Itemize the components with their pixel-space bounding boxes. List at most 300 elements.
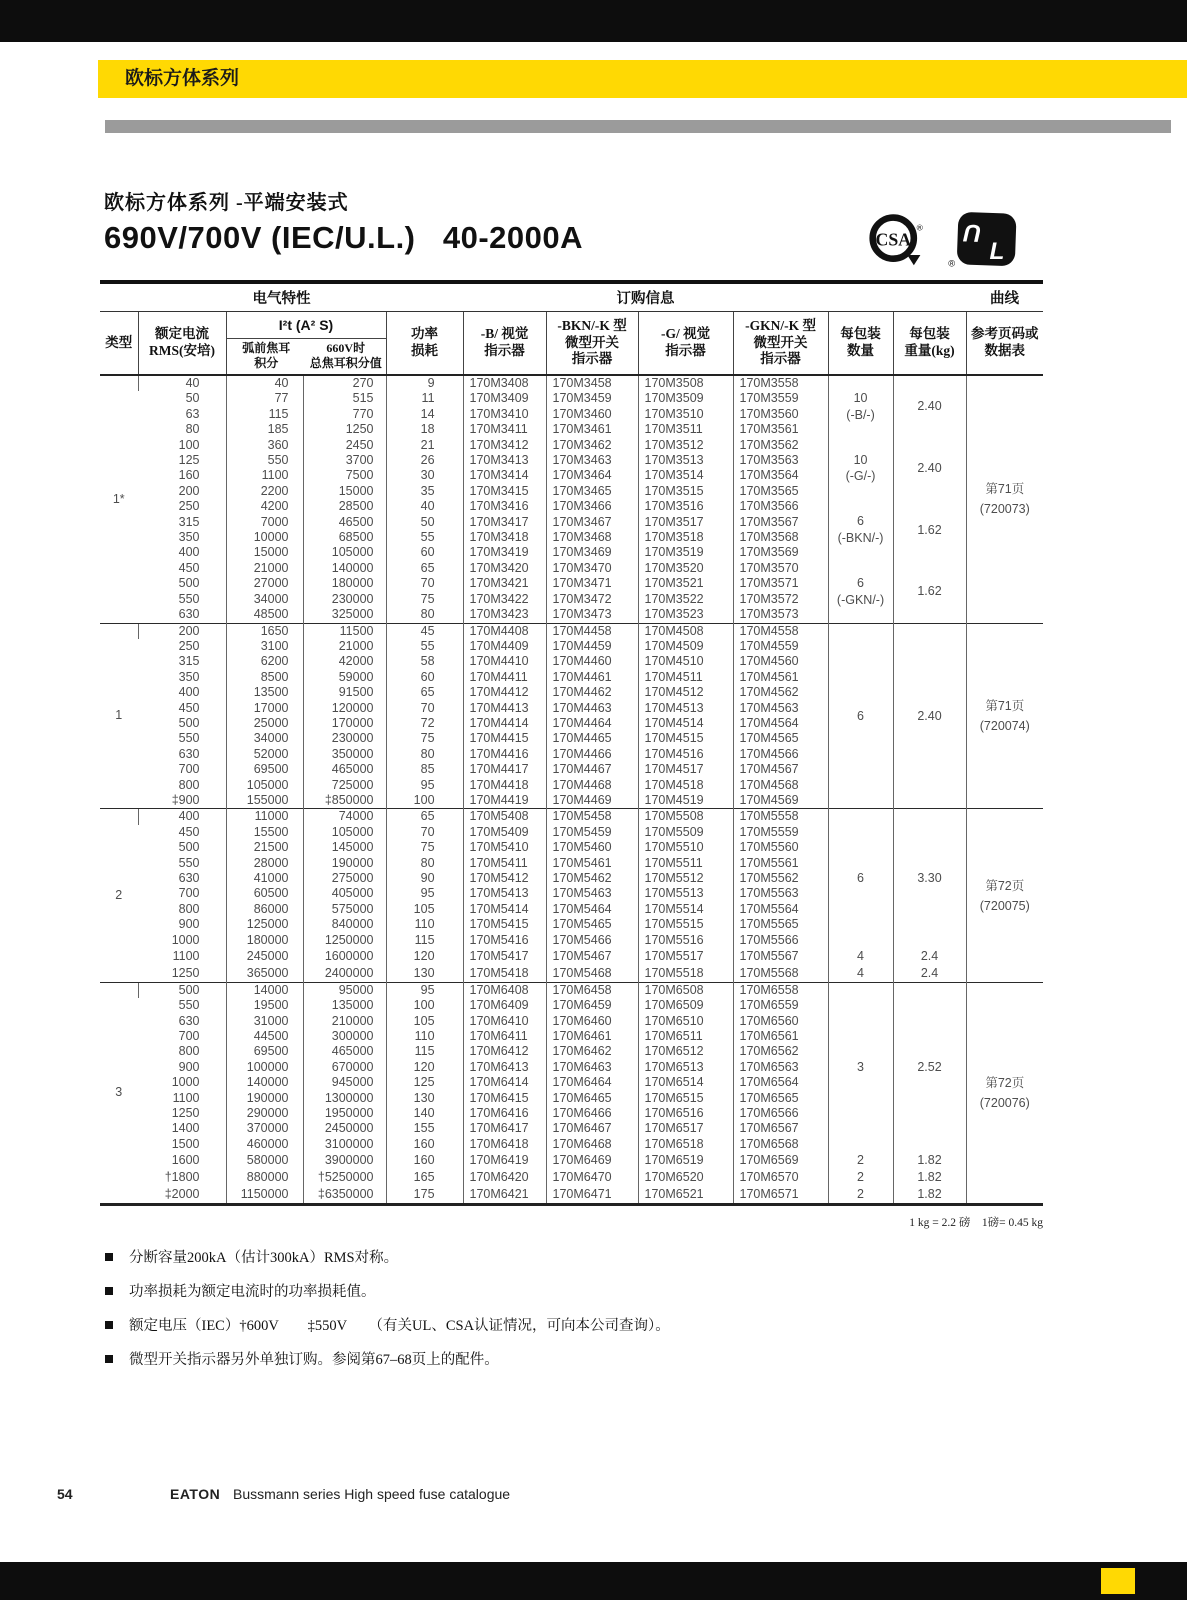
part-g-cell: 170M4513 xyxy=(638,701,733,716)
part-bkn-cell: 170M3465 xyxy=(546,484,638,499)
part-bkn-cell: 170M4469 xyxy=(546,793,638,809)
part-bkn-cell: 170M4465 xyxy=(546,731,638,746)
table-row xyxy=(100,375,1043,391)
current-cell: 500 xyxy=(178,576,200,591)
part-gkn-cell: 170M5564 xyxy=(733,902,828,917)
prearc-i2t-cell: 360 xyxy=(226,438,303,453)
pack-qty-cell: 4 xyxy=(828,965,893,982)
part-b-cell: 170M5408 xyxy=(463,809,546,825)
part-bkn-cell: 170M4459 xyxy=(546,639,638,654)
total-i2t-cell: 3100000 xyxy=(303,1137,386,1152)
prearc-i2t-cell: 15500 xyxy=(226,825,303,840)
part-b-cell: 170M3418 xyxy=(463,530,546,545)
part-bkn-cell: 170M5459 xyxy=(546,825,638,840)
prearc-i2t-cell: 290000 xyxy=(226,1106,303,1121)
total-i2t-cell: 180000 xyxy=(303,576,386,591)
total-i2t-cell: 46500 xyxy=(303,515,386,530)
power-loss-cell: 18 xyxy=(386,422,463,437)
prearc-i2t-cell: 25000 xyxy=(226,716,303,731)
part-g-cell: 170M4515 xyxy=(638,731,733,746)
current-cell: 630 xyxy=(178,746,200,761)
part-b-cell: 170M6420 xyxy=(463,1169,546,1186)
fuse-ratings-table xyxy=(100,280,1043,1206)
total-i2t-cell: 1250000 xyxy=(303,933,386,948)
part-bkn-cell: 170M5468 xyxy=(546,965,638,982)
part-bkn-cell: 170M6466 xyxy=(546,1106,638,1121)
part-bkn-cell: 170M6468 xyxy=(546,1137,638,1152)
part-b-cell: 170M4414 xyxy=(463,716,546,731)
current-cell: 630 xyxy=(178,871,200,885)
power-loss-cell: 110 xyxy=(386,1029,463,1044)
part-b-cell: 170M3410 xyxy=(463,407,546,422)
part-b-cell: 170M4418 xyxy=(463,778,546,793)
col-header-type: 类型 xyxy=(100,312,138,376)
part-b-cell: 170M6419 xyxy=(463,1152,546,1169)
table-row xyxy=(100,965,1043,982)
power-loss-cell: 40 xyxy=(386,499,463,514)
part-b-cell: 170M6415 xyxy=(463,1091,546,1106)
prearc-i2t-cell: 6200 xyxy=(226,654,303,669)
total-i2t-cell: 140000 xyxy=(303,561,386,576)
part-gkn-cell: 170M4569 xyxy=(733,793,828,809)
part-g-cell: 170M4516 xyxy=(638,747,733,762)
part-g-cell: 170M6520 xyxy=(638,1169,733,1186)
part-b-cell: 170M5418 xyxy=(463,965,546,982)
prearc-i2t-cell: 11000 xyxy=(226,809,303,825)
part-b-cell: 170M4413 xyxy=(463,701,546,716)
col-header-reference: 参考页码或 数据表 xyxy=(966,312,1043,376)
part-gkn-cell: 170M5560 xyxy=(733,840,828,855)
total-i2t-cell: 300000 xyxy=(303,1029,386,1044)
power-loss-cell: 26 xyxy=(386,453,463,468)
total-i2t-cell: 2400000 xyxy=(303,965,386,982)
prearc-i2t-cell: 8500 xyxy=(226,670,303,685)
part-g-cell: 170M6516 xyxy=(638,1106,733,1121)
part-gkn-cell: 170M4561 xyxy=(733,670,828,685)
ref-cell: 第72页 (720076) xyxy=(966,982,1043,1204)
current-cell: 160 xyxy=(178,468,200,483)
current-cell: ‡900 xyxy=(171,792,200,807)
part-bkn-cell: 170M5462 xyxy=(546,871,638,886)
part-g-cell: 170M6514 xyxy=(638,1075,733,1090)
current-cell: 315 xyxy=(178,514,200,529)
prearc-i2t-cell: 15000 xyxy=(226,545,303,560)
current-cell: †1800 xyxy=(164,1169,200,1184)
total-i2t-cell: 68500 xyxy=(303,530,386,545)
prearc-i2t-cell: 69500 xyxy=(226,762,303,777)
power-loss-cell: 50 xyxy=(386,515,463,530)
prearc-i2t-cell: 140000 xyxy=(226,1075,303,1090)
power-loss-cell: 45 xyxy=(386,623,463,639)
prearc-i2t-cell: 155000 xyxy=(226,793,303,809)
part-g-cell: 170M6512 xyxy=(638,1044,733,1059)
part-g-cell: 170M6510 xyxy=(638,1014,733,1029)
footer-brand: EATON xyxy=(170,1486,221,1502)
prearc-i2t-cell: 86000 xyxy=(226,902,303,917)
part-gkn-cell: 170M6562 xyxy=(733,1044,828,1059)
total-i2t-cell: 515 xyxy=(303,391,386,406)
current-cell: 550 xyxy=(178,591,200,606)
prearc-i2t-cell: 48500 xyxy=(226,607,303,623)
part-gkn-cell: 170M4568 xyxy=(733,778,828,793)
part-gkn-cell: 170M3573 xyxy=(733,607,828,623)
footnote-text: 分断容量200kA（估计300kA）RMS对称。 xyxy=(129,1250,399,1266)
power-loss-cell: 80 xyxy=(386,607,463,623)
part-bkn-cell: 170M4466 xyxy=(546,747,638,762)
total-i2t-cell: 145000 xyxy=(303,840,386,855)
part-bkn-cell: 170M3464 xyxy=(546,468,638,483)
part-b-cell: 170M3423 xyxy=(463,607,546,623)
power-loss-cell: 95 xyxy=(386,778,463,793)
part-bkn-cell: 170M3473 xyxy=(546,607,638,623)
power-loss-cell: 175 xyxy=(386,1186,463,1204)
bottom-yellow-square xyxy=(1101,1568,1135,1594)
part-gkn-cell: 170M3569 xyxy=(733,545,828,560)
total-i2t-cell: 670000 xyxy=(303,1060,386,1075)
part-gkn-cell: 170M6564 xyxy=(733,1075,828,1090)
current-cell: 630 xyxy=(178,1013,200,1028)
current-cell: 350 xyxy=(178,530,200,545)
part-bkn-cell: 170M3467 xyxy=(546,515,638,530)
power-loss-cell: 165 xyxy=(386,1169,463,1186)
part-bkn-cell: 170M4463 xyxy=(546,701,638,716)
part-gkn-cell: 170M6567 xyxy=(733,1121,828,1136)
part-g-cell: 170M5513 xyxy=(638,886,733,901)
series-banner xyxy=(98,60,1187,98)
ref-cell: 第72页 (720075) xyxy=(966,809,1043,982)
power-loss-cell: 100 xyxy=(386,793,463,809)
current-cell: 1100 xyxy=(172,1090,200,1105)
part-b-cell: 170M6416 xyxy=(463,1106,546,1121)
total-i2t-cell: 11500 xyxy=(303,623,386,639)
prearc-i2t-cell: 245000 xyxy=(226,948,303,965)
part-g-cell: 170M3518 xyxy=(638,530,733,545)
total-i2t-cell: 91500 xyxy=(303,685,386,700)
part-b-cell: 170M5413 xyxy=(463,886,546,901)
total-i2t-cell: 230000 xyxy=(303,731,386,746)
part-g-cell: 170M6518 xyxy=(638,1137,733,1152)
power-loss-cell: 160 xyxy=(386,1137,463,1152)
part-gkn-cell: 170M5558 xyxy=(733,809,828,825)
part-gkn-cell: 170M3570 xyxy=(733,561,828,576)
part-b-cell: 170M3422 xyxy=(463,592,546,607)
power-loss-cell: 70 xyxy=(386,576,463,591)
power-loss-cell: 60 xyxy=(386,545,463,560)
part-b-cell: 170M5410 xyxy=(463,840,546,855)
total-i2t-cell: 170000 xyxy=(303,716,386,731)
part-g-cell: 170M3515 xyxy=(638,484,733,499)
total-i2t-cell: 105000 xyxy=(303,545,386,560)
table-row xyxy=(100,982,1043,998)
col-header-bkn-indicator: -BKN/-K 型 微型开关 指示器 xyxy=(546,312,638,376)
pack-qty-cell: 10 (-B/-) xyxy=(828,375,893,438)
part-bkn-cell: 170M6463 xyxy=(546,1060,638,1075)
part-g-cell: 170M5511 xyxy=(638,856,733,871)
power-loss-cell: 100 xyxy=(386,998,463,1013)
power-loss-cell: 30 xyxy=(386,468,463,483)
total-i2t-cell: 15000 xyxy=(303,484,386,499)
part-bkn-cell: 170M4458 xyxy=(546,623,638,639)
pack-weight-cell: 2.40 xyxy=(893,623,966,809)
total-i2t-cell: 230000 xyxy=(303,592,386,607)
pack-qty-cell: 2 xyxy=(828,1169,893,1186)
power-loss-cell: 14 xyxy=(386,407,463,422)
part-gkn-cell: 170M4562 xyxy=(733,685,828,700)
current-cell: 550 xyxy=(178,731,200,746)
current-cell: 800 xyxy=(178,901,200,916)
type-cell: 1* xyxy=(112,491,125,506)
total-i2t-cell: 270 xyxy=(303,375,386,391)
part-gkn-cell: 170M6568 xyxy=(733,1137,828,1152)
footnote-item xyxy=(105,1314,670,1335)
unit-conversion-note: 1 kg = 2.2 磅 1磅= 0.45 kg xyxy=(909,1217,1043,1229)
type-cell: 3 xyxy=(100,982,138,1204)
current-cell: 1000 xyxy=(171,1075,200,1090)
prearc-i2t-cell: 460000 xyxy=(226,1137,303,1152)
part-g-cell: 170M3510 xyxy=(638,407,733,422)
table-row xyxy=(100,1152,1043,1169)
col-header-i2t xyxy=(226,312,386,376)
part-bkn-cell: 170M3466 xyxy=(546,499,638,514)
pack-weight-cell: 1.62 xyxy=(893,499,966,561)
part-b-cell: 170M3408 xyxy=(463,375,546,391)
part-gkn-cell: 170M5567 xyxy=(733,948,828,965)
total-i2t-cell: 3700 xyxy=(303,453,386,468)
part-gkn-cell: 170M4563 xyxy=(733,701,828,716)
part-bkn-cell: 170M6471 xyxy=(546,1186,638,1204)
part-b-cell: 170M3414 xyxy=(463,468,546,483)
power-loss-cell: 80 xyxy=(386,747,463,762)
current-cell: 500 xyxy=(178,840,200,855)
total-i2t-cell: 350000 xyxy=(303,747,386,762)
part-g-cell: 170M4511 xyxy=(638,670,733,685)
footer-text: Bussmann series High speed fuse catalogue xyxy=(233,1486,511,1502)
current-cell: 350 xyxy=(178,669,200,684)
svg-text:U: U xyxy=(963,218,982,247)
pack-weight-cell: 3.30 xyxy=(893,809,966,948)
part-bkn-cell: 170M5460 xyxy=(546,840,638,855)
power-loss-cell: 65 xyxy=(386,685,463,700)
current-cell: 1250 xyxy=(171,1106,200,1121)
current-cell: 500 xyxy=(178,715,200,730)
part-b-cell: 170M6414 xyxy=(463,1075,546,1090)
band-ordering: 订购信息 xyxy=(463,282,828,312)
total-i2t-cell: 465000 xyxy=(303,1044,386,1059)
part-b-cell: 170M5415 xyxy=(463,917,546,932)
part-g-cell: 170M5509 xyxy=(638,825,733,840)
i2t-prearc-label: 弧前焦耳 积分 xyxy=(242,340,291,370)
part-g-cell: 170M3520 xyxy=(638,561,733,576)
gray-divider-bar xyxy=(105,120,1171,133)
prearc-i2t-cell: 1150000 xyxy=(226,1186,303,1204)
prearc-i2t-cell: 880000 xyxy=(226,1169,303,1186)
table-row xyxy=(100,1186,1043,1204)
power-loss-cell: 160 xyxy=(386,1152,463,1169)
part-gkn-cell: 170M3571 xyxy=(733,576,828,591)
power-loss-cell: 80 xyxy=(386,856,463,871)
prearc-i2t-cell: 21500 xyxy=(226,840,303,855)
pack-qty-cell: 6 xyxy=(828,623,893,809)
part-g-cell: 170M5512 xyxy=(638,871,733,886)
part-gkn-cell: 170M6558 xyxy=(733,982,828,998)
part-gkn-cell: 170M5559 xyxy=(733,825,828,840)
prearc-i2t-cell: 60500 xyxy=(226,886,303,901)
power-loss-cell: 140 xyxy=(386,1106,463,1121)
col-header-b-indicator: -B/ 视觉 指示器 xyxy=(463,312,546,376)
prearc-i2t-cell: 40 xyxy=(226,375,303,391)
current-cell: 630 xyxy=(178,607,200,622)
part-b-cell: 170M3420 xyxy=(463,561,546,576)
power-loss-cell: 155 xyxy=(386,1121,463,1136)
power-loss-cell: 115 xyxy=(386,1044,463,1059)
part-b-cell: 170M5414 xyxy=(463,902,546,917)
prearc-i2t-cell: 52000 xyxy=(226,747,303,762)
ref-cell: 第71页 (720073) xyxy=(966,375,1043,623)
prearc-i2t-cell: 1100 xyxy=(226,468,303,483)
part-g-cell: 170M4517 xyxy=(638,762,733,777)
part-bkn-cell: 170M4462 xyxy=(546,685,638,700)
part-bkn-cell: 170M3459 xyxy=(546,391,638,406)
pack-qty-cell: 3 xyxy=(828,982,893,1152)
part-g-cell: 170M4518 xyxy=(638,778,733,793)
series-banner-label: 欧标方体系列 xyxy=(125,68,240,89)
col-header-pack-qty: 每包装 数量 xyxy=(828,312,893,376)
part-gkn-cell: 170M4566 xyxy=(733,747,828,762)
total-i2t-cell: 1250 xyxy=(303,422,386,437)
part-g-cell: 170M4508 xyxy=(638,623,733,639)
current-cell: 200 xyxy=(138,623,226,639)
part-bkn-cell: 170M5461 xyxy=(546,856,638,871)
part-b-cell: 170M3411 xyxy=(463,422,546,437)
svg-text:L: L xyxy=(989,237,1005,265)
total-i2t-cell: 28500 xyxy=(303,499,386,514)
prearc-i2t-cell: 31000 xyxy=(226,1014,303,1029)
current-cell: 125 xyxy=(178,453,200,468)
part-b-cell: 170M6411 xyxy=(463,1029,546,1044)
part-bkn-cell: 170M4468 xyxy=(546,778,638,793)
square-bullet-icon xyxy=(105,1355,113,1363)
power-loss-cell: 95 xyxy=(386,886,463,901)
power-loss-cell: 65 xyxy=(386,561,463,576)
part-b-cell: 170M6408 xyxy=(463,982,546,998)
current-cell: 400 xyxy=(178,545,200,560)
power-loss-cell: 115 xyxy=(386,933,463,948)
band-header-row xyxy=(100,282,1043,312)
footnote-item xyxy=(105,1348,670,1369)
part-b-cell: 170M4408 xyxy=(463,623,546,639)
pack-weight-cell: 1.62 xyxy=(893,561,966,623)
col-header-current: 额定电流 RMS(安培) xyxy=(138,312,226,376)
band-spacer xyxy=(828,282,966,312)
part-gkn-cell: 170M3562 xyxy=(733,438,828,453)
part-b-cell: 170M5416 xyxy=(463,933,546,948)
type-cell: 1 xyxy=(100,623,138,809)
part-b-cell: 170M4411 xyxy=(463,670,546,685)
power-loss-cell: 95 xyxy=(386,982,463,998)
power-loss-cell: 75 xyxy=(386,731,463,746)
part-gkn-cell: 170M4564 xyxy=(733,716,828,731)
part-g-cell: 170M5516 xyxy=(638,933,733,948)
square-bullet-icon xyxy=(105,1287,113,1295)
total-i2t-cell: 120000 xyxy=(303,701,386,716)
footnotes xyxy=(105,1246,670,1382)
part-g-cell: 170M3511 xyxy=(638,422,733,437)
pack-weight-cell: 1.82 xyxy=(893,1152,966,1169)
total-i2t-cell: 405000 xyxy=(303,886,386,901)
part-bkn-cell: 170M4460 xyxy=(546,654,638,669)
current-cell: 450 xyxy=(178,824,200,839)
part-bkn-cell: 170M3468 xyxy=(546,530,638,545)
part-bkn-cell: 170M3469 xyxy=(546,545,638,560)
current-cell: 550 xyxy=(178,998,200,1013)
table-row xyxy=(100,1169,1043,1186)
part-bkn-cell: 170M5467 xyxy=(546,948,638,965)
pack-qty-cell: 2 xyxy=(828,1186,893,1204)
prearc-i2t-cell: 7000 xyxy=(226,515,303,530)
certification-logos xyxy=(868,210,1022,275)
power-loss-cell: 75 xyxy=(386,592,463,607)
pack-weight-cell: 2.4 xyxy=(893,965,966,982)
current-cell: 900 xyxy=(178,917,200,932)
pack-qty-cell: 10 (-G/-) xyxy=(828,438,893,500)
part-g-cell: 170M5515 xyxy=(638,917,733,932)
page-title: 690V/700V (IEC/U.L.) 40-2000A xyxy=(104,220,584,255)
part-gkn-cell: 170M5565 xyxy=(733,917,828,932)
part-b-cell: 170M6418 xyxy=(463,1137,546,1152)
part-g-cell: 170M5517 xyxy=(638,948,733,965)
column-header-row xyxy=(100,312,1043,376)
current-cell: 700 xyxy=(178,886,200,901)
pack-weight-cell: 2.40 xyxy=(893,438,966,500)
i2t-total-label: 660V时 总焦耳积分值 xyxy=(309,340,382,370)
part-g-cell: 170M5510 xyxy=(638,840,733,855)
power-loss-cell: 130 xyxy=(386,965,463,982)
part-g-cell: 170M6519 xyxy=(638,1152,733,1169)
current-cell: 400 xyxy=(178,685,200,700)
part-bkn-cell: 170M6460 xyxy=(546,1014,638,1029)
total-i2t-cell: 945000 xyxy=(303,1075,386,1090)
current-cell: 250 xyxy=(178,638,200,653)
current-cell: 63 xyxy=(185,406,200,421)
part-gkn-cell: 170M3560 xyxy=(733,407,828,422)
current-cell: 50 xyxy=(185,391,200,406)
current-cell: 250 xyxy=(178,499,200,514)
prearc-i2t-cell: 180000 xyxy=(226,933,303,948)
table-row xyxy=(100,948,1043,965)
part-b-cell: 170M4415 xyxy=(463,731,546,746)
part-g-cell: 170M6511 xyxy=(638,1029,733,1044)
col-header-g-indicator: -G/ 视觉 指示器 xyxy=(638,312,733,376)
power-loss-cell: 75 xyxy=(386,840,463,855)
part-b-cell: 170M3421 xyxy=(463,576,546,591)
pack-qty-cell: 2 xyxy=(828,1152,893,1169)
part-g-cell: 170M6521 xyxy=(638,1186,733,1204)
page-subtitle: 欧标方体系列 -平端安装式 xyxy=(104,192,349,214)
current-cell: 1500 xyxy=(171,1136,200,1151)
total-i2t-cell: 1600000 xyxy=(303,948,386,965)
current-cell: 800 xyxy=(178,1044,200,1059)
part-g-cell: 170M4509 xyxy=(638,639,733,654)
fuse-table-body xyxy=(100,375,1043,1204)
part-b-cell: 170M3419 xyxy=(463,545,546,560)
part-gkn-cell: 170M3558 xyxy=(733,375,828,391)
prearc-i2t-cell: 10000 xyxy=(226,530,303,545)
square-bullet-icon xyxy=(105,1253,113,1261)
current-cell: 800 xyxy=(178,777,200,792)
pack-qty-cell: 4 xyxy=(828,948,893,965)
part-bkn-cell: 170M3463 xyxy=(546,453,638,468)
prearc-i2t-cell: 2200 xyxy=(226,484,303,499)
